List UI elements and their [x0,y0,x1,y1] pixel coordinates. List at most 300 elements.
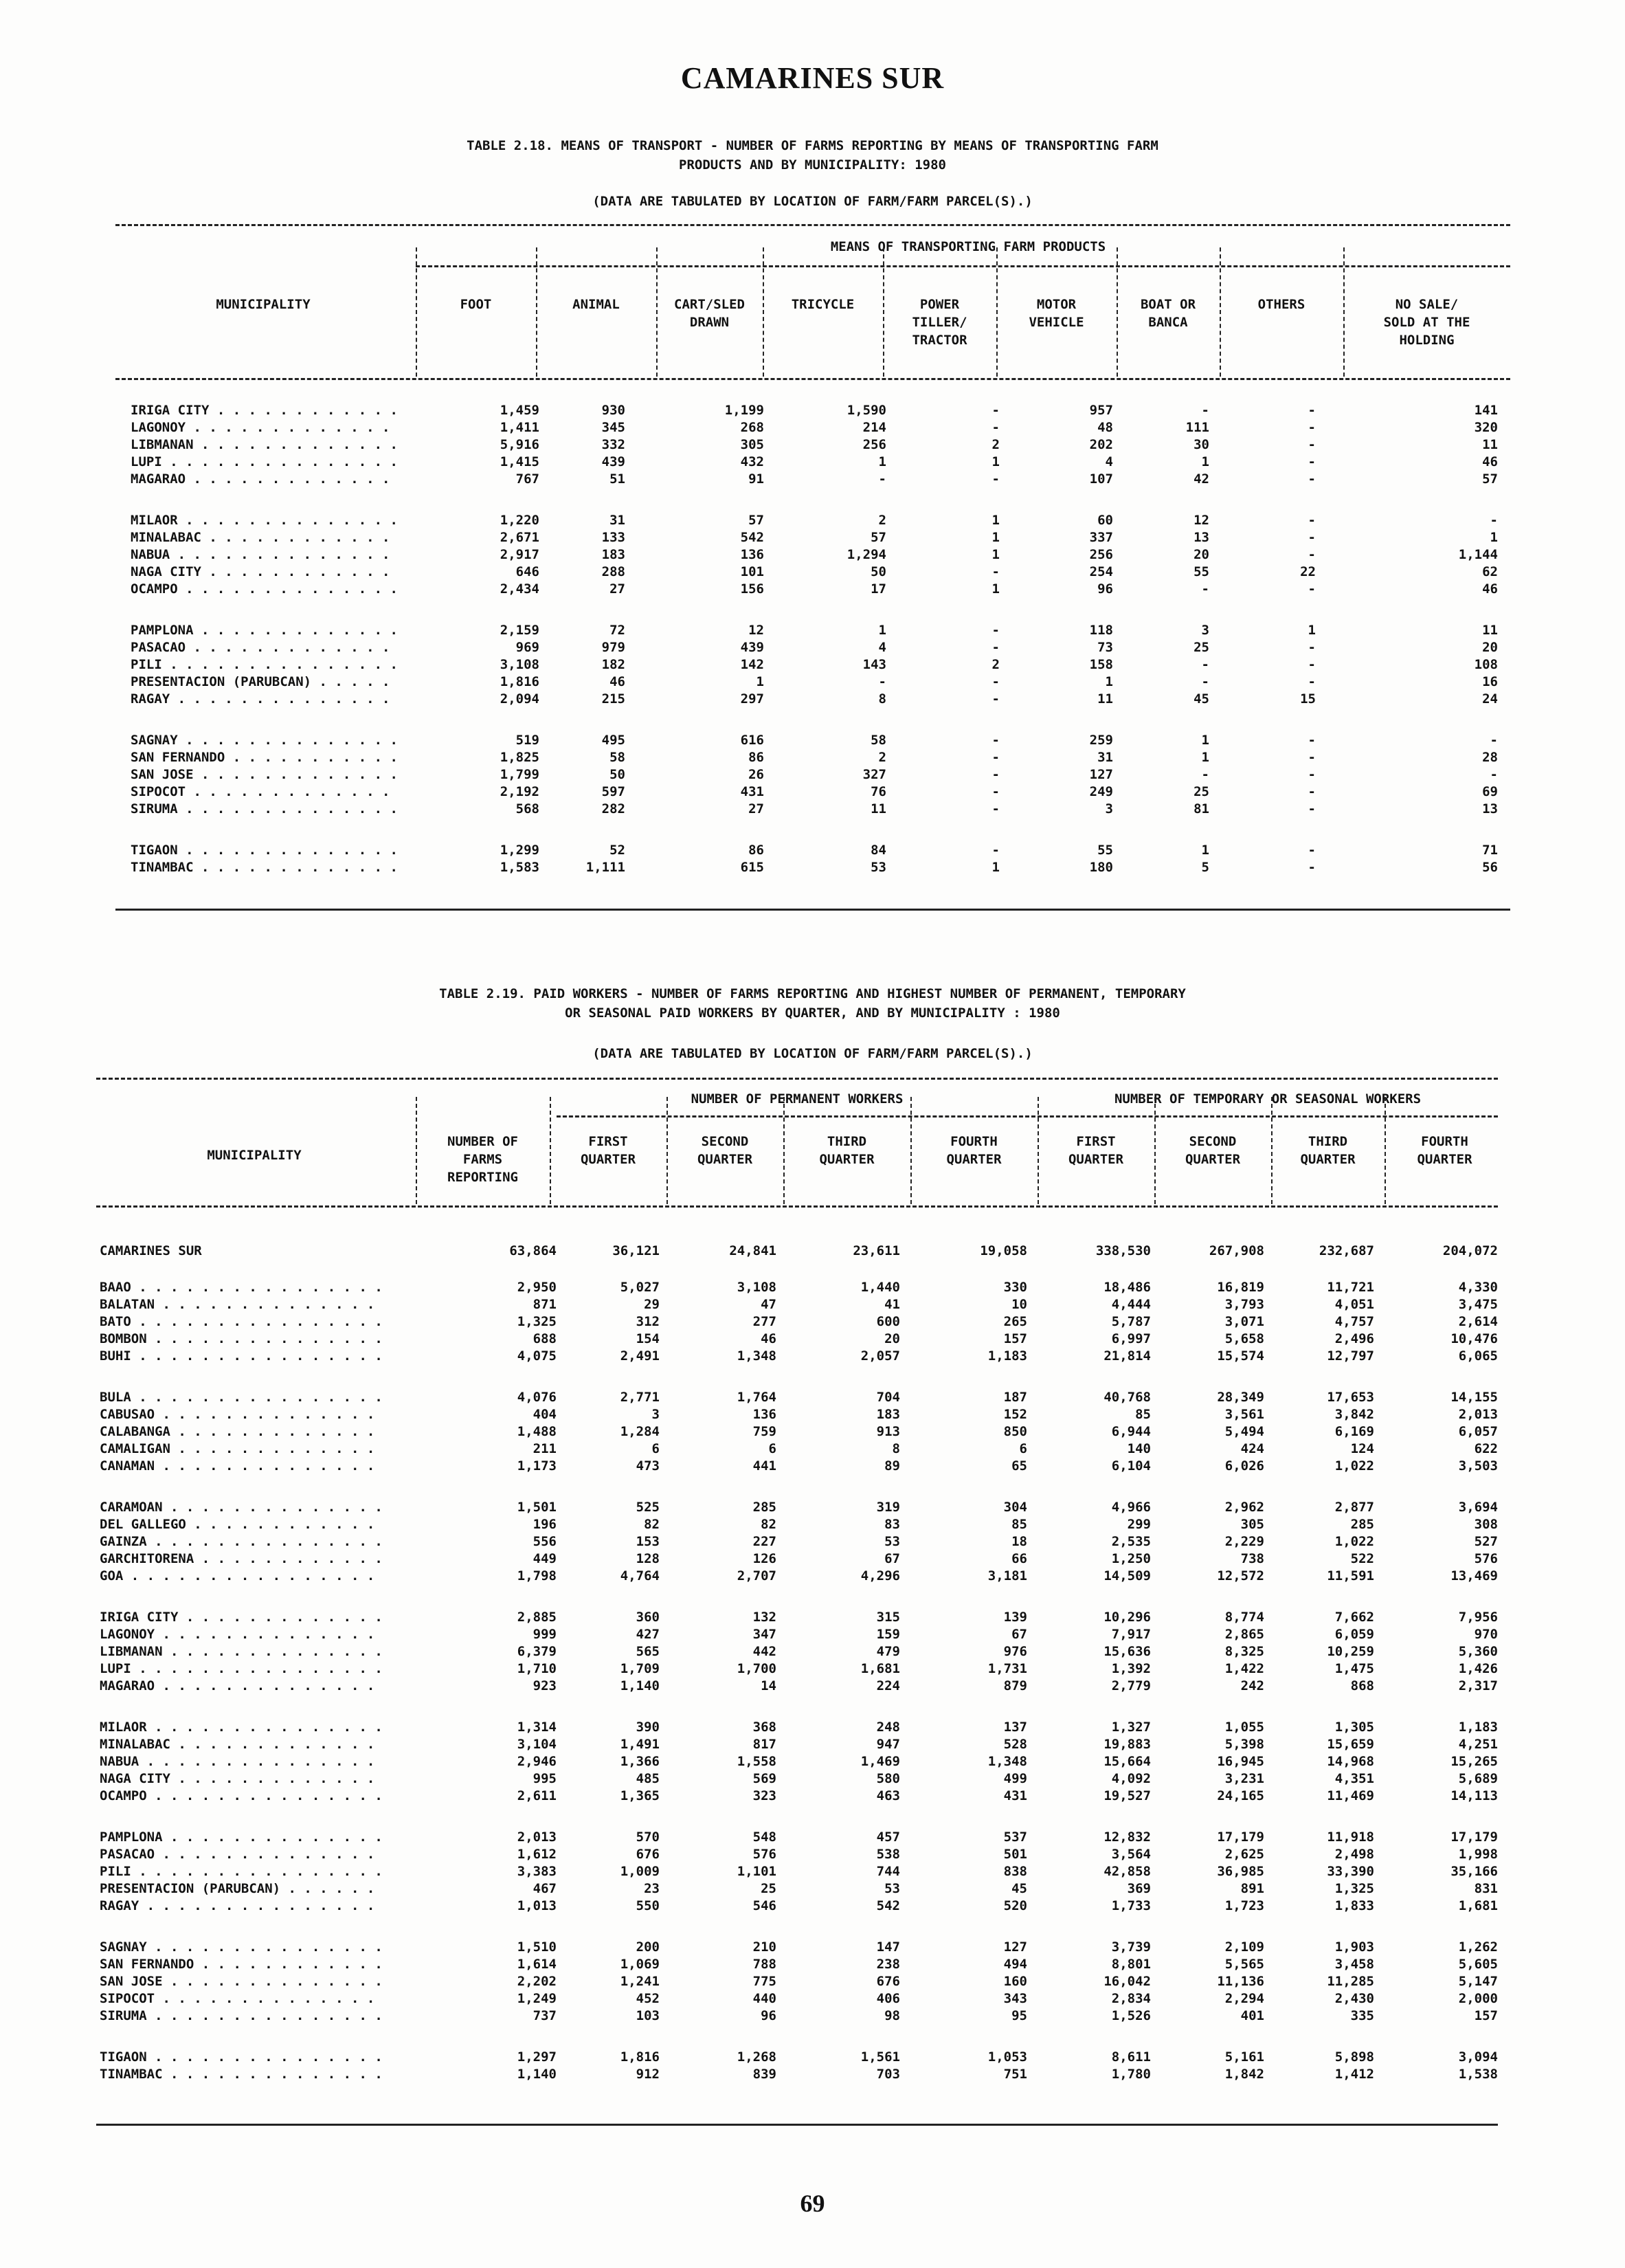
table19-value: 3,842 [1334,1407,1374,1422]
table18-column-divider [536,247,537,377]
table19-row [0,1406,1625,1423]
table19-total [0,1243,1625,1260]
table18-municipality-name: SIPOCOT . . . . . . . . . . . . . [131,784,398,799]
table19-column-divider [783,1097,785,1204]
table18-row [0,732,1625,749]
table19-value: 1,249 [517,1991,557,2006]
table19-value: 8,801 [1111,1957,1151,1972]
table19-value: 1,733 [1111,1898,1151,1913]
table18-value: 1,411 [500,420,539,435]
table18-value: 11 [1482,437,1498,452]
table19-municipality-name: CARAMOAN . . . . . . . . . . . . . . [100,1500,383,1515]
table19-value: 912 [636,2067,660,2082]
table18-value: 60 [1097,513,1113,528]
table18-municipality-name: LUPI . . . . . . . . . . . . . . . [131,454,398,469]
table18-row [0,783,1625,801]
table19-value: 4,296 [860,1568,900,1583]
page-title: CAMARINES SUR [680,61,945,95]
table18-group-rule [416,265,1510,267]
table18-value: 57 [748,513,764,528]
table19-column-divider [666,1097,668,1204]
table18-value: 182 [601,657,625,672]
table18-column-divider [1117,247,1118,377]
table18-value: 320 [1474,420,1498,435]
table18-value: 1,590 [847,403,886,418]
table19-row [0,1880,1625,1898]
table19-value: 83 [884,1517,900,1532]
table18-value: 2,917 [500,547,539,562]
table19-value: 5,787 [1111,1314,1151,1329]
table19-value: 1,526 [1111,2008,1151,2023]
table19-row [0,1296,1625,1313]
table18-value: - [991,691,1000,707]
table18-row [0,691,1625,708]
table18-row [0,749,1625,766]
table19-value: 1,816 [620,2049,660,2065]
table19-row [0,1660,1625,1678]
table19-value: 401 [1240,2008,1264,2023]
table18-value: 249 [1089,784,1113,799]
table18-municipality-name: MINALABAC . . . . . . . . . . . . [131,530,398,545]
table18-row [0,801,1625,818]
table18-value: 62 [1482,564,1498,579]
table19-value: 850 [1003,1424,1027,1439]
table19-value: 1,764 [737,1390,776,1405]
table19-value: 1,842 [1224,2067,1264,2082]
table18-row [0,656,1625,674]
table19-value: 6,169 [1334,1424,1374,1439]
table19-value: 1,422 [1224,1661,1264,1676]
table18-col-header: BOAT OR BANCA [1140,297,1196,330]
table19-value: 6 [651,1441,660,1456]
table19-value: 335 [1350,2008,1374,2023]
table19-value: 4,764 [620,1568,660,1583]
table19-value: 3 [651,1407,660,1422]
table18-value: - [1201,403,1209,418]
table18-value: 202 [1089,437,1113,452]
table18-value: - [1201,674,1209,689]
table18-municipality-name: NABUA . . . . . . . . . . . . . . [131,547,398,562]
table18-value: - [1490,767,1498,782]
table19-row [0,1441,1625,1458]
table18-value: 12 [1193,513,1209,528]
table18-row [0,419,1625,436]
table19-row [0,1939,1625,1956]
table18-value: 127 [1089,767,1113,782]
table18-column-divider [416,247,417,377]
table18-value: 107 [1089,471,1113,487]
table18-value: 1 [991,547,1000,562]
table19-value: 6,026 [1224,1458,1264,1474]
table18-value: 91 [748,471,764,487]
table19-value: 703 [876,2067,900,2082]
table18-value: - [1308,471,1316,487]
table18-value: - [1308,530,1316,545]
table18-value: - [991,564,1000,579]
table19-column-divider [1154,1097,1156,1204]
table19-value: 3,503 [1458,1458,1498,1474]
table18-value: 305 [740,437,764,452]
table19-value: 14,155 [1450,1390,1498,1405]
table19-row [0,1279,1625,1296]
table19-value: 15,664 [1103,1754,1151,1769]
table19-value: 319 [876,1500,900,1515]
table19-value: 449 [533,1551,557,1566]
table19-value: 4,351 [1334,1771,1374,1786]
table18-value: 108 [1474,657,1498,672]
table19-value: 427 [636,1627,660,1642]
table18-value: 979 [601,640,625,655]
table18-value: - [991,733,1000,748]
table19-municipality-name: SAGNAY . . . . . . . . . . . . . . . [100,1939,383,1955]
table18-value: 69 [1482,784,1498,799]
table18-column-divider [763,247,764,377]
table18-value: 288 [601,564,625,579]
table19-value: 7,662 [1334,1610,1374,1625]
table19-value: 839 [752,2067,776,2082]
table18-value: - [1308,843,1316,858]
table18-column-divider [1343,247,1345,377]
table19-temporary-header: NUMBER OF TEMPORARY OR SEASONAL WORKERS [1114,1091,1422,1107]
table18-column-divider [1220,247,1221,377]
table18-col-header: POWER TILLER/ TRACTOR [912,297,967,348]
table19-value: 868 [1350,1678,1374,1693]
table19-value: 1,412 [1334,2067,1374,2082]
table19-municipality-name: NABUA . . . . . . . . . . . . . . . [100,1754,383,1769]
table19-row [0,1753,1625,1770]
table19-value: 1,140 [517,2067,557,2082]
table19-value: 452 [636,1991,660,2006]
table18-value: 46 [609,674,625,689]
table18-value: - [1308,674,1316,689]
table19-value: 1,013 [517,1898,557,1913]
table19-value: 4,075 [517,1348,557,1364]
table19-value: 431 [1003,1788,1027,1803]
table19-value: 501 [1003,1847,1027,1862]
table19-value: 11,136 [1217,1974,1264,1989]
table19-value: 3,104 [517,1737,557,1752]
table18-value: - [1308,750,1316,765]
table18-value: 345 [601,420,625,435]
table18-value: 256 [1089,547,1113,562]
table19-municipality-name: SIRUMA . . . . . . . . . . . . . . . [100,2008,383,2023]
table18-value: 1 [991,581,1000,597]
table19-value: 17,653 [1327,1390,1374,1405]
table19-value: 479 [876,1644,900,1659]
table19-value: 569 [752,1771,776,1786]
table19-value: 12,832 [1103,1830,1151,1845]
table18-value: 133 [601,530,625,545]
table18-municipality-name: SAN FERNANDO . . . . . . . . . . . [131,750,398,765]
table18-header-rule [115,378,1510,380]
table18-value: 1 [991,860,1000,875]
table19-value: 16,945 [1217,1754,1264,1769]
table19-col-header: THIRD QUARTER [819,1134,875,1167]
table19-value: 463 [876,1788,900,1803]
table19-row [0,1736,1625,1753]
table18-value: 1 [878,623,886,638]
table18-value: 2 [991,657,1000,672]
table19-value: 126 [752,1551,776,1566]
table19-value: 299 [1127,1517,1151,1532]
table18-value: 51 [609,471,625,487]
table18-caption: TABLE 2.18. MEANS OF TRANSPORT - NUMBER OF FARMS REPORTING BY MEANS OF TRANSPORTING FARM PRODUCTS AND BY MUNICIPALITY: 1980 [467,138,1158,173]
table18-value: 4 [1105,454,1113,469]
table18-value: 431 [740,784,764,799]
table19-value: 211 [533,1441,557,1456]
table19-value: 21,814 [1103,1348,1151,1364]
table19-value: 1,314 [517,1720,557,1735]
table19-value: 485 [636,1771,660,1786]
table19-value: 14,509 [1103,1568,1151,1583]
table18-value: 2 [878,513,886,528]
table18-value: 332 [601,437,625,452]
table19-value: 147 [876,1939,900,1955]
table19-value: 1,173 [517,1458,557,1474]
table19-value: 330 [1003,1280,1027,1295]
table19-value: 4,757 [1334,1314,1374,1329]
table19-value: 200 [636,1939,660,1955]
table18-value: - [1308,767,1316,782]
table19-total-municipality-name: CAMARINES SUR [100,1243,202,1258]
table18-value: 27 [748,801,764,816]
table18-row-group [0,842,1625,876]
table18-value: 957 [1089,403,1113,418]
table19-value: 2,771 [620,1390,660,1405]
table19-total-value: 36,121 [612,1243,660,1258]
table19-value: 970 [1474,1627,1498,1642]
table18-value: 143 [862,657,886,672]
table19-value: 542 [876,1898,900,1913]
table19-total-value: 24,841 [729,1243,776,1258]
table18-value: - [991,750,1000,765]
table19-value: 2,057 [860,1348,900,1364]
table18-value: 1,144 [1458,547,1498,562]
table19-col-header: FOURTH QUARTER [1417,1134,1472,1167]
table18-value: 1 [1201,454,1209,469]
table19-row [0,1458,1625,1475]
table19-value: 227 [752,1534,776,1549]
table19-value: 5,689 [1458,1771,1498,1786]
table19-col-header: SECOND QUARTER [1185,1134,1241,1167]
table19-value: 2,229 [1224,1534,1264,1549]
table19-value: 53 [884,1534,900,1549]
table18-municipality-name: LAGONOY . . . . . . . . . . . . . [131,420,398,435]
table19-value: 312 [636,1314,660,1329]
table19-value: 565 [636,1644,660,1659]
table19-value: 923 [533,1678,557,1693]
table18-value: - [991,784,1000,799]
table19-group-rule [557,1115,1498,1118]
table19-value: 1,681 [860,1661,900,1676]
table19-value: 128 [636,1551,660,1566]
table18-municipality-name: MAGARAO . . . . . . . . . . . . . [131,471,398,487]
table19-municipality-name: GAINZA . . . . . . . . . . . . . . . [100,1534,383,1549]
table18-value: 142 [740,657,764,672]
table19-value: 751 [1003,2067,1027,2082]
table19-value: 224 [876,1678,900,1693]
table19-value: 6,065 [1458,1348,1498,1364]
table19-value: 85 [1135,1407,1151,1422]
table18-value: 158 [1089,657,1113,672]
table18-value: 215 [601,691,625,707]
table19-value: 525 [636,1500,660,1515]
table19-value: 3,094 [1458,2049,1498,2065]
table19-value: 1,325 [517,1314,557,1329]
table19-municipality-name: MILAOR . . . . . . . . . . . . . . . [100,1720,383,1735]
table19-value: 4,076 [517,1390,557,1405]
table18-value: 57 [1482,471,1498,487]
table19-col-header: FIRST QUARTER [1068,1134,1124,1167]
table18-value: 542 [740,530,764,545]
table18-value: - [1201,657,1209,672]
table19-value: 6,104 [1111,1458,1151,1474]
table19-value: 7,956 [1458,1610,1498,1625]
table19-value: 1,183 [987,1348,1027,1364]
table19-value: 25 [761,1881,776,1896]
table19-value: 5,360 [1458,1644,1498,1659]
table18-municipality-name: SIRUMA . . . . . . . . . . . . . . [131,801,398,816]
table19-value: 4,092 [1111,1771,1151,1786]
table19-value: 28,349 [1217,1390,1264,1405]
table18-value: - [878,471,886,487]
table18-col-header: TRICYCLE [791,297,855,312]
table18-value: - [1490,513,1498,528]
table19-value: 35,166 [1450,1864,1498,1879]
table19-row [0,1499,1625,1516]
table19-row [0,1770,1625,1788]
table19-municipality-name: BUHI . . . . . . . . . . . . . . . . [100,1348,383,1364]
table19-col-header: FOURTH QUARTER [946,1134,1002,1167]
table19-value: 103 [636,2008,660,2023]
table19-municipality-name: PRESENTACION (PARUBCAN) . . . . . . [100,1881,383,1896]
table19-row-group [0,1829,1625,1915]
table19-value: 1,681 [1458,1898,1498,1913]
table18-value: - [1308,403,1316,418]
table18-row [0,402,1625,419]
table19-value: 744 [876,1864,900,1879]
table19-value: 10,296 [1103,1610,1151,1625]
table18-value: 81 [1193,801,1209,816]
table19-value: 153 [636,1534,660,1549]
table18-value: 57 [871,530,886,545]
table19-value: 5,605 [1458,1957,1498,1972]
table19-value: 442 [752,1644,776,1659]
table19-value: 1,488 [517,1424,557,1439]
table19-value: 2,000 [1458,1991,1498,2006]
table18-note: (DATA ARE TABULATED BY LOCATION OF FARM/FARM PARCEL(S).) [592,194,1033,209]
table19-value: 2,498 [1334,1847,1374,1862]
table19-value: 16,042 [1103,1974,1151,1989]
table18-value: 1 [756,674,764,689]
table19-body [0,1279,1625,2083]
table19-value: 8,774 [1224,1610,1264,1625]
table18-value: - [991,843,1000,858]
table19-value: 1,780 [1111,2067,1151,2082]
table19-value: 14 [761,1678,776,1693]
table19-value: 1,250 [1111,1551,1151,1566]
table18-municipality-name: NAGA CITY . . . . . . . . . . . . [131,564,398,579]
table19-value: 1,268 [737,2049,776,2065]
table19-municipality-name: BULA . . . . . . . . . . . . . . . . [100,1390,383,1405]
table19-value: 1,366 [620,1754,660,1769]
table19-row [0,1626,1625,1643]
table18-value: 432 [740,454,764,469]
table18-body [0,402,1625,876]
table19-value: 1,558 [737,1754,776,1769]
table18-value: 17 [871,581,886,597]
table19-value: 1,325 [1334,1881,1374,1896]
table19-value: 248 [876,1720,900,1735]
table19-value: 527 [1474,1534,1498,1549]
table19-value: 4,251 [1458,1737,1498,1752]
table19-value: 817 [752,1737,776,1752]
table19-value: 11,469 [1327,1788,1374,1803]
table19-value: 538 [876,1847,900,1862]
table19-value: 20 [884,1331,900,1346]
page-number: 69 [800,2190,825,2217]
table19-value: 11,591 [1327,1568,1374,1583]
table18-value: - [878,674,886,689]
table18-value: 53 [871,860,886,875]
table18-col-header: ANIMAL [572,297,620,312]
table18-municipality-name: LIBMANAN . . . . . . . . . . . . . [131,437,398,452]
table19-value: 1,262 [1458,1939,1498,1955]
table18-value: 2,159 [500,623,539,638]
table19-bottom-rule [96,2124,1498,2126]
table19-col-header: THIRD QUARTER [1300,1134,1356,1167]
table19-value: 1,348 [987,1754,1027,1769]
table19-value: 1,022 [1334,1458,1374,1474]
table18-municipality-name: PRESENTACION (PARUBCAN) . . . . . [131,674,398,689]
table18-value: 25 [1193,640,1209,655]
table18-value: 2 [878,750,886,765]
table19-value: 995 [533,1771,557,1786]
table19-row [0,1516,1625,1533]
table18-value: 1 [1201,733,1209,748]
table19-value: 879 [1003,1678,1027,1693]
table18-value: 297 [740,691,764,707]
table19-column-divider [416,1097,417,1204]
table18-value: 42 [1193,471,1209,487]
table18-value: 2 [991,437,1000,452]
table18-value: - [1308,640,1316,655]
table19-col-header: SECOND QUARTER [697,1134,753,1167]
table19-value: 1,241 [620,1974,660,1989]
table19-value: 6 [768,1441,776,1456]
table19-value: 2,779 [1111,1678,1151,1693]
table19-value: 440 [752,1991,776,2006]
table18-value: 256 [862,437,886,452]
table19-value: 15,636 [1103,1644,1151,1659]
table19-value: 5,658 [1224,1331,1264,1346]
table18-value: 22 [1300,564,1316,579]
table18-value: 2,094 [500,691,539,707]
table19-value: 8,325 [1224,1644,1264,1659]
table19-value: 546 [752,1898,776,1913]
table18-value: 56 [1482,860,1498,875]
table18-value: 84 [871,843,886,858]
table19-value: 738 [1240,1551,1264,1566]
table19-value: 473 [636,1458,660,1474]
table19-value: 871 [533,1297,557,1312]
table19-value: 1,710 [517,1661,557,1676]
table19-value: 157 [1474,2008,1498,2023]
table18-value: 31 [609,513,625,528]
table19-value: 2,535 [1111,1534,1151,1549]
table19-municipality-header: MUNICIPALITY [207,1148,302,1163]
table19-header-rule [96,1205,1498,1208]
